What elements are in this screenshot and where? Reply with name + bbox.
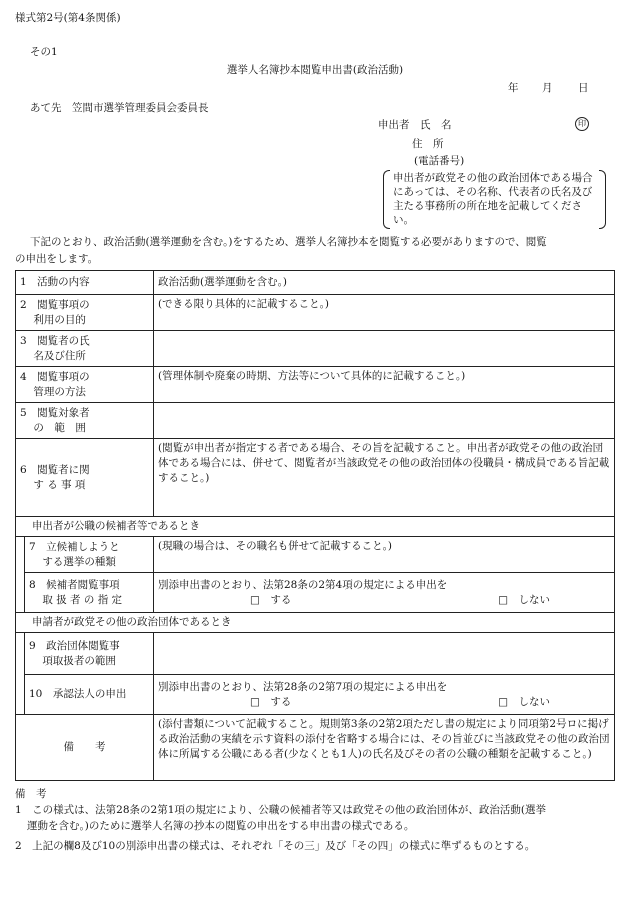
candidate-handler-yes-checkbox[interactable]: □ する bbox=[250, 593, 292, 606]
section-party-label: 申請者が政党その他の政治団体であるとき bbox=[16, 613, 615, 633]
note-2: 2 上記の欄8及び10の別添申出書の様式は、それぞれ「その三」及び「その四」の様式に準ずるものとする。 bbox=[15, 840, 536, 852]
party-note-box bbox=[383, 170, 606, 227]
form-title: 選挙人名簿抄本閲覧申出書(政治活動) bbox=[226, 64, 404, 76]
note-1b: 運動を含む。)のために選挙人名簿の抄本の閲覧の申出をする申出書の様式である。 bbox=[27, 820, 415, 832]
row-approved-corp bbox=[16, 675, 615, 715]
approved-corp-no-checkbox[interactable]: □ しない bbox=[498, 695, 550, 708]
row-party-handler-value[interactable] bbox=[154, 633, 615, 675]
row-management-value[interactable]: (管理体制や廃棄の時期、方法等について具体的に記載すること。) bbox=[154, 367, 615, 403]
bracket-right bbox=[599, 170, 606, 229]
applicant-address-label: 住 所 bbox=[412, 138, 444, 150]
row-candidate-handler bbox=[16, 573, 615, 613]
row-scope-value[interactable] bbox=[154, 403, 615, 439]
row-election-type bbox=[16, 537, 615, 573]
addressee: あて先 笠間市選挙管理委員会委員長 bbox=[30, 102, 209, 114]
bracket-left bbox=[383, 170, 390, 229]
applicant-name-label: 申出者 氏 名 bbox=[378, 119, 452, 131]
date-day: 日 bbox=[578, 82, 589, 94]
row-election-type-value[interactable]: (現職の場合は、その職名も併せて記載すること。) bbox=[154, 537, 615, 573]
row-activity-label: 1 活動の内容 bbox=[16, 271, 154, 295]
row-viewer-label: 3 閲覧者の氏 名及び住所 bbox=[16, 331, 154, 367]
row-viewer-info-value[interactable]: (閲覧が申出者が指定する者である場合、その旨を記載すること。申出者が政党その他の政治団体である場合には、併せて、閲覧者が当該政党その他の政治団体の役職員・構成員である旨記載すること。) bbox=[154, 439, 615, 517]
row-purpose-label: 2 閲覧事項の 利用の目的 bbox=[16, 295, 154, 331]
row-management bbox=[16, 367, 615, 403]
intro-line2: の申出をします。 bbox=[15, 253, 99, 265]
candidate-handler-no-checkbox[interactable]: □ しない bbox=[498, 593, 550, 606]
seal-icon: 印 bbox=[575, 117, 589, 131]
notes-heading: 備 考 bbox=[15, 788, 47, 800]
intro-line1: 下記のとおり、政治活動(選挙運動を含む。)をするため、選挙人名簿抄本を閲覧する必要がありますので、閲覧 bbox=[30, 236, 547, 248]
row-election-type-label: 7 立候補しようと する選挙の種類 bbox=[25, 537, 154, 573]
approved-corp-yes-checkbox[interactable]: □ する bbox=[250, 695, 292, 708]
indent bbox=[16, 573, 25, 613]
row-management-label: 4 閲覧事項の 管理の方法 bbox=[16, 367, 154, 403]
row-viewer-info bbox=[16, 439, 615, 517]
row-remarks-label: 備 考 bbox=[16, 715, 154, 781]
section-candidate-label: 申出者が公職の候補者等であるとき bbox=[16, 517, 615, 537]
date-year: 年 bbox=[508, 82, 519, 94]
applicant-phone-label: (電話番号) bbox=[414, 155, 465, 167]
indent bbox=[16, 675, 25, 715]
indent bbox=[16, 633, 25, 675]
row-party-handler bbox=[16, 633, 615, 675]
row-purpose bbox=[16, 295, 615, 331]
row-activity-value[interactable]: 政治活動(選挙運動を含む。) bbox=[154, 271, 615, 295]
row-scope bbox=[16, 403, 615, 439]
row-viewer-value[interactable] bbox=[154, 331, 615, 367]
row-remarks bbox=[16, 715, 615, 781]
candidate-handler-text: 別添申出書のとおり、法第28条の2第4項の規定による申出を bbox=[158, 578, 448, 591]
row-candidate-handler-value bbox=[154, 573, 615, 613]
party-note: 申出者が政党その他の政治団体である場合にあっては、その名称、代表者の氏名及び主たる事務所の所在地を記載してください。 bbox=[393, 172, 593, 226]
seal-mark bbox=[575, 117, 589, 131]
row-viewer-info-label: 6 閲覧者に関 す る 事 項 bbox=[16, 439, 154, 517]
row-remarks-value[interactable]: (添付書類について記載すること。規則第3条の2第2項ただし書の規定により同項第2号ロに掲げる政治活動の実績を示す資料の添付を省略する場合には、その旨並びに当該政党その他の政治団体に所属する公職にある者(少なくとも1人)の氏名及びその者の公職の種類を記載すること。) bbox=[154, 715, 615, 781]
form-number: 様式第2号(第4条関係) bbox=[15, 12, 121, 24]
section-party bbox=[16, 613, 615, 633]
approved-corp-text: 別添申出書のとおり、法第28条の2第7項の規定による申出を bbox=[158, 680, 448, 693]
row-activity bbox=[16, 271, 615, 295]
row-approved-corp-label: 10 承認法人の申出 bbox=[25, 675, 154, 715]
date-month: 月 bbox=[542, 82, 553, 94]
note-1a: 1 この様式は、法第28条の2第1項の規定により、公職の候補者等又は政党その他の政治団体が、政治活動(選挙 bbox=[15, 804, 546, 816]
row-party-handler-label: 9 政治団体閲覧事 項取扱者の範囲 bbox=[25, 633, 154, 675]
row-candidate-handler-label: 8 候補者閲覧事項 取 扱 者 の 指 定 bbox=[25, 573, 154, 613]
row-viewer bbox=[16, 331, 615, 367]
row-purpose-value[interactable]: (できる限り具体的に記載すること。) bbox=[154, 295, 615, 331]
row-approved-corp-value bbox=[154, 675, 615, 715]
row-scope-label: 5 閲覧対象者 の 範 囲 bbox=[16, 403, 154, 439]
part-label: その1 bbox=[30, 46, 58, 58]
section-candidate bbox=[16, 517, 615, 537]
application-table bbox=[15, 270, 615, 781]
indent bbox=[16, 537, 25, 573]
